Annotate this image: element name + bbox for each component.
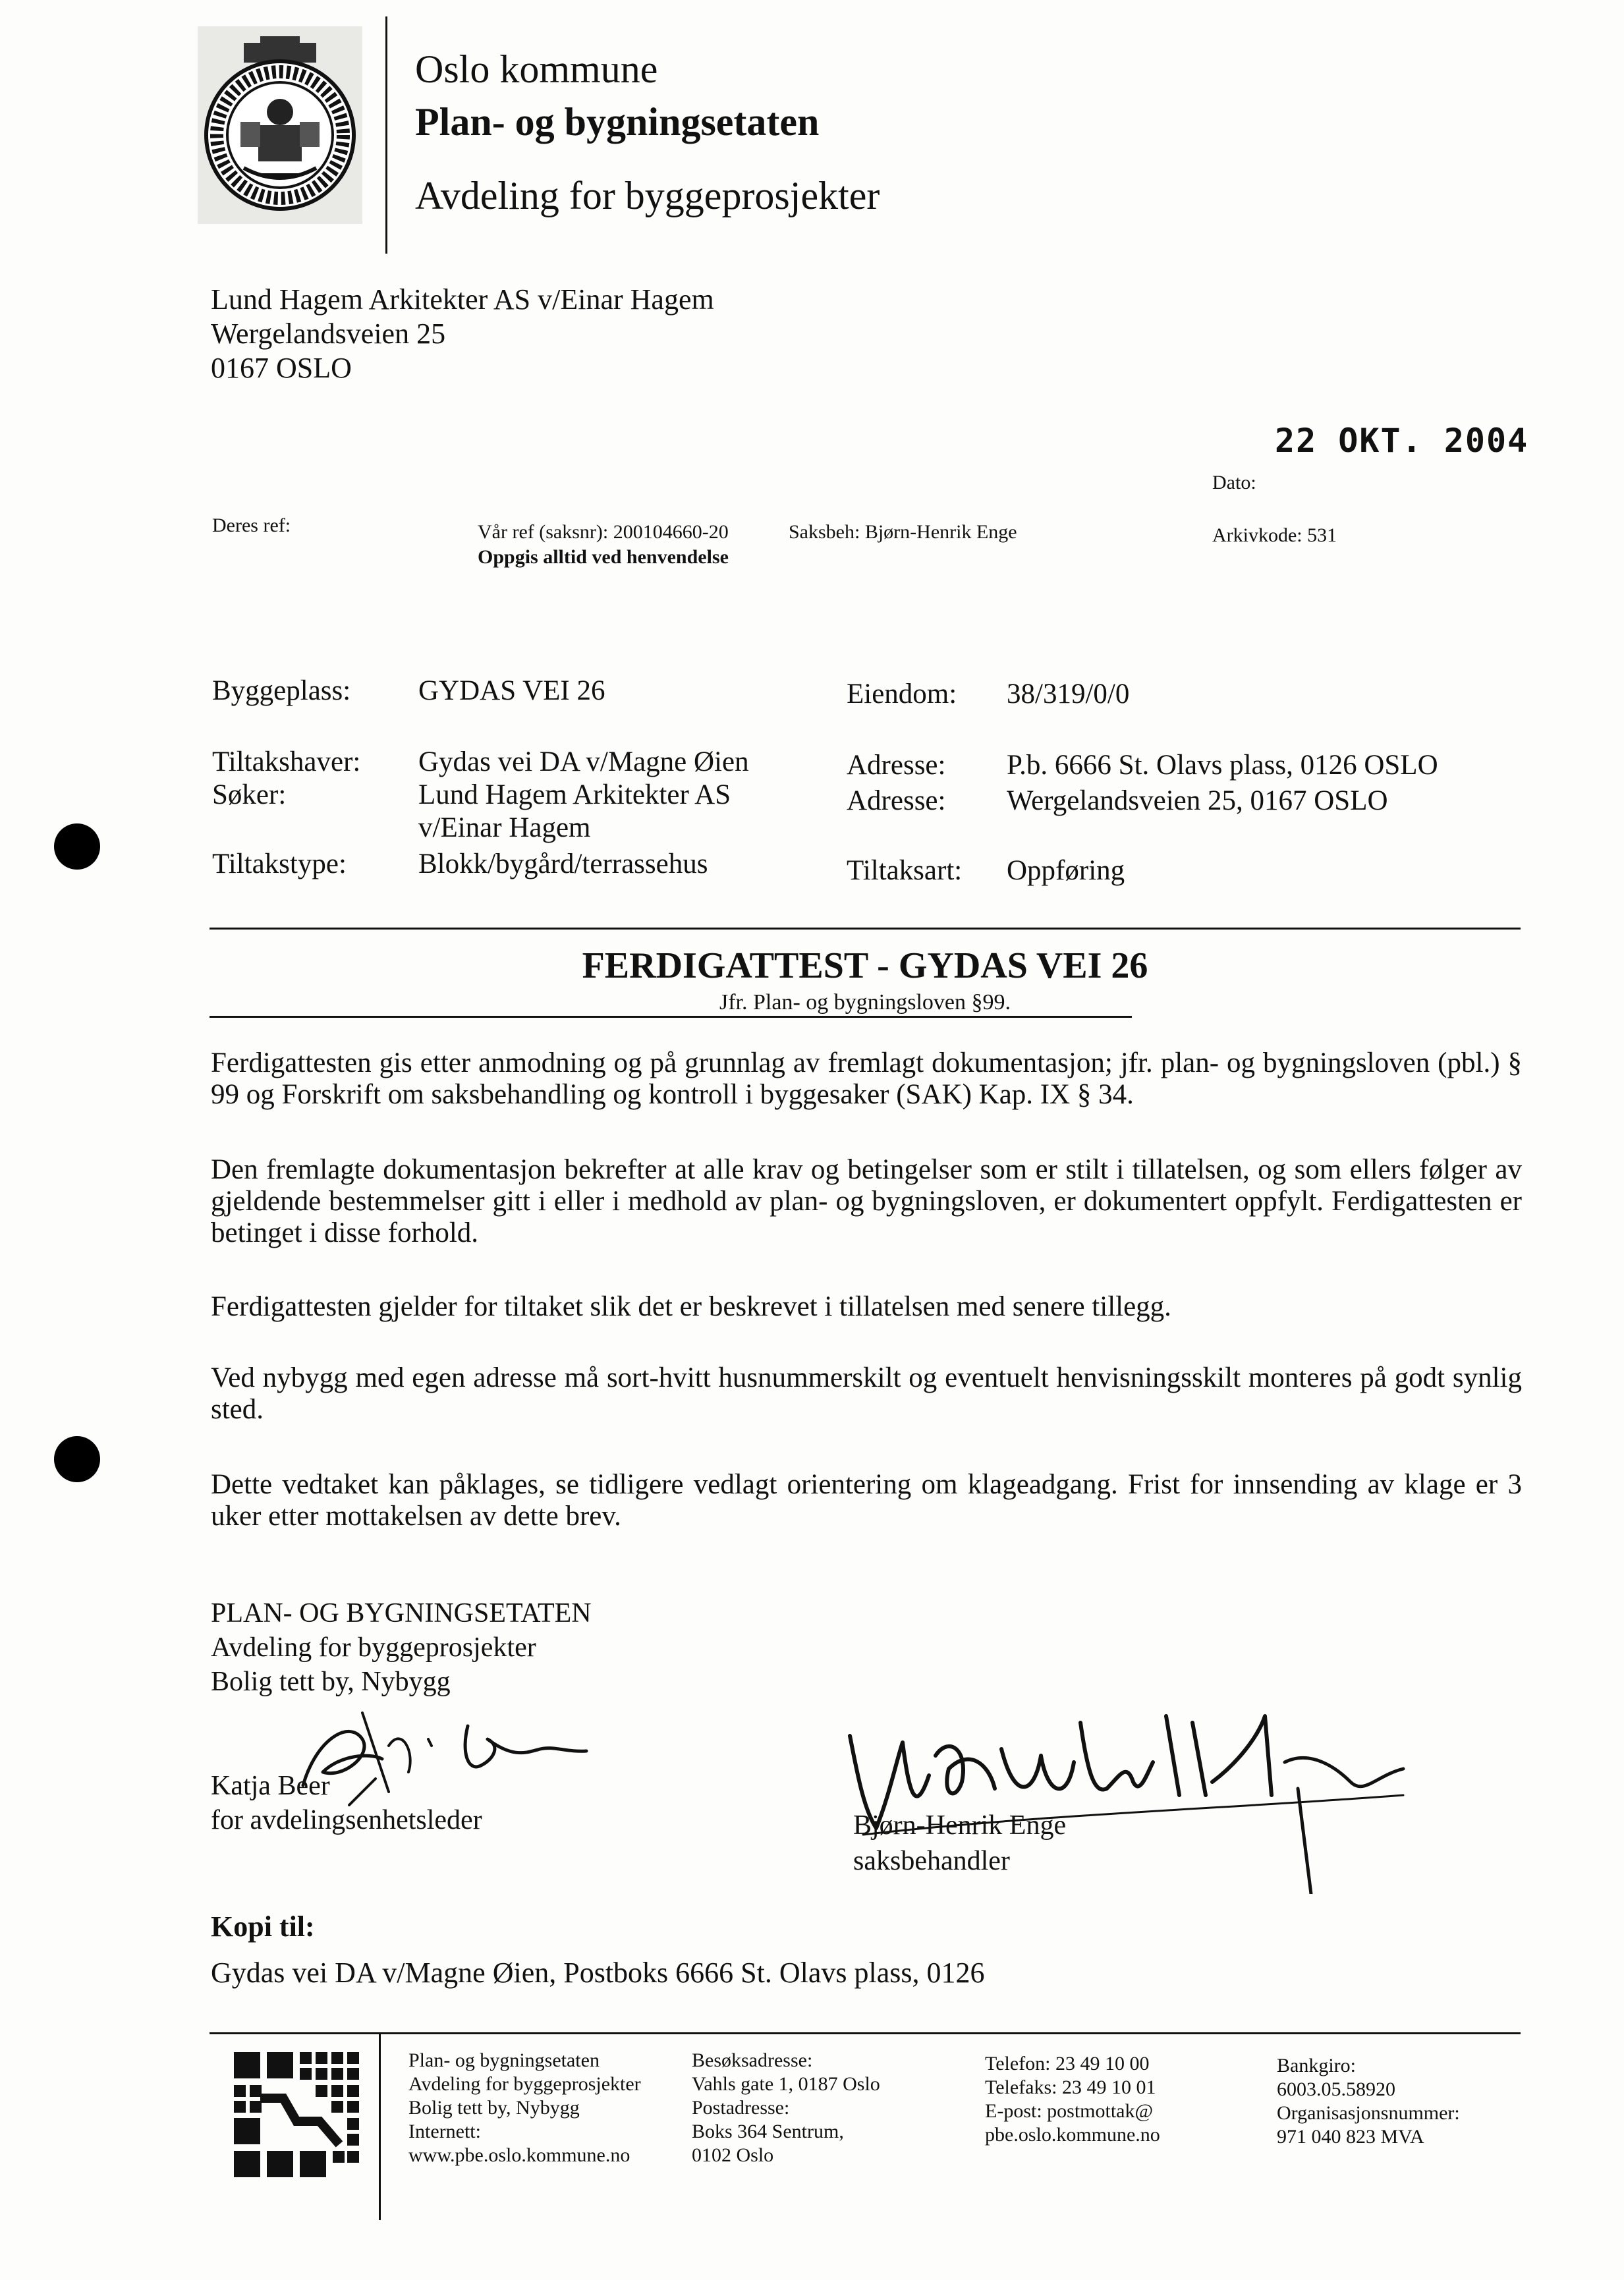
tiltakshaver-label: Tiltakshaver:: [212, 746, 361, 777]
tiltakshaver-value: Gydas vei DA v/Magne Øien: [418, 746, 749, 777]
case-handler: Saksbeh: Bjørn-Henrik Enge: [789, 521, 1017, 543]
signature-org: PLAN- OG BYGNINGSETATEN: [211, 1598, 592, 1628]
org-name: Oslo kommune: [415, 47, 658, 91]
paragraph-3: Ferdigattesten gjelder for tiltaket slik det er beskrevet i tillatelsen med senere tillegg.: [211, 1291, 1171, 1322]
recipient-city: 0167 OSLO: [211, 352, 352, 384]
title-rule-top: [210, 928, 1521, 930]
footer-email-link[interactable]: E-post: postmottak@: [985, 2100, 1154, 2122]
byggeplass-label: Byggeplass:: [212, 675, 351, 706]
footer-address-line: 0102 Oslo: [692, 2144, 774, 2166]
archive-code: Arkivkode: 531: [1212, 524, 1337, 546]
footer-divider: [379, 2032, 381, 2220]
tiltaksart-value: Oppføring: [1007, 855, 1125, 886]
recipient-name: Lund Hagem Arkitekter AS v/Einar Hagem: [211, 283, 714, 316]
copy-to-label: Kopi til:: [211, 1910, 315, 1943]
signer-right-role: saksbehandler: [853, 1846, 1010, 1876]
adresse1-value: P.b. 6666 St. Olavs plass, 0126 OSLO: [1007, 750, 1438, 781]
signer-right-name: Bjørn-Henrik Enge: [853, 1810, 1067, 1841]
soker-value: Lund Hagem Arkitekter AS: [418, 779, 731, 810]
title-rule-bottom: [210, 1016, 1132, 1018]
signature-department: Avdeling for byggeprosjekter: [211, 1632, 536, 1663]
footer-fax: Telefaks: 23 49 10 01: [985, 2076, 1156, 2098]
footer-org-line: Internett:: [408, 2121, 481, 2142]
footer-col-bank: [1277, 2054, 1460, 2149]
footer-orgnr: 971 040 823 MVA: [1277, 2126, 1424, 2148]
footer-address-line: Vahls gate 1, 0187 Oslo: [692, 2073, 880, 2095]
punch-hole-upper: [54, 823, 100, 870]
eiendom-label: Eiendom:: [847, 679, 957, 709]
adresse2-value: Wergelandsveien 25, 0167 OSLO: [1007, 785, 1388, 816]
footer-email-domain[interactable]: pbe.oslo.kommune.no: [985, 2124, 1160, 2146]
section-name: Avdeling for byggeprosjekter: [415, 174, 880, 217]
footer-org-line: Bolig tett by, Nybygg: [408, 2097, 580, 2119]
city-seal: [198, 26, 362, 224]
signature-katja-beer: [277, 1700, 646, 1812]
date-stamp: 22 OKT. 2004: [1275, 422, 1529, 460]
footer-website-link[interactable]: www.pbe.oslo.kommune.no: [408, 2144, 630, 2166]
eiendom-value: 38/319/0/0: [1007, 679, 1130, 709]
date-label: Dato:: [1212, 472, 1256, 493]
footer-logo: [234, 2052, 359, 2181]
document-subtitle: Jfr. Plan- og bygningsloven §99.: [719, 990, 1011, 1015]
signer-left-role: for avdelingsenhetsleder: [211, 1805, 482, 1835]
footer-orgnr-label: Organisasjonsnummer:: [1277, 2102, 1460, 2124]
department-name: Plan- og bygningsetaten: [415, 100, 820, 144]
punch-hole-lower: [54, 1436, 100, 1482]
our-reference: Vår ref (saksnr): 200104660-20: [478, 521, 729, 543]
footer-phone: Telefon: 23 49 10 00: [985, 2053, 1150, 2074]
footer-org-line: Avdeling for byggeprosjekter: [408, 2073, 641, 2095]
tiltakstype-value: Blokk/bygård/terrassehus: [418, 848, 708, 879]
document-title: FERDIGATTEST - GYDAS VEI 26: [582, 945, 1148, 986]
footer-address-line: Postadresse:: [692, 2097, 790, 2119]
footer-bank-label: Bankgiro:: [1277, 2055, 1356, 2076]
adresse1-label: Adresse:: [847, 750, 946, 781]
footer-rule: [210, 2032, 1521, 2034]
footer-col-address: [692, 2049, 880, 2167]
recipient-street: Wergelandsveien 25: [211, 318, 446, 350]
footer-address-line: Besøksadresse:: [692, 2049, 813, 2071]
header-divider: [385, 16, 387, 254]
footer-col-contact: [985, 2052, 1160, 2147]
paragraph-5: Dette vedtaket kan påklages, se tidligere vedlagt orientering om klageadgang. Frist for innsending av klage er 3 uker etter mottakelsen av dette brev.: [211, 1469, 1522, 1532]
copy-to-recipient: Gydas vei DA v/Magne Øien, Postboks 6666 St. Olavs plass, 0126: [211, 1957, 985, 1989]
footer-col-org: [408, 2049, 641, 2167]
footer-address-line: Boks 364 Sentrum,: [692, 2121, 844, 2142]
soker-value-line2: v/Einar Hagem: [418, 812, 591, 843]
footer-bank-account: 6003.05.58920: [1277, 2078, 1395, 2100]
paragraph-4: Ved nybygg med egen adresse må sort-hvitt husnummerskilt og eventuelt henvisningsskilt monteres på godt synlig sted.: [211, 1362, 1522, 1425]
tiltakstype-label: Tiltakstype:: [212, 848, 347, 879]
adresse2-label: Adresse:: [847, 785, 946, 816]
byggeplass-value: GYDAS VEI 26: [418, 675, 605, 706]
paragraph-2: Den fremlagte dokumentasjon bekrefter at alle krav og betingelser som er stilt i tillatelsen, og som ellers følger av gjeldende bestemmelser gitt i eller i medhold av plan- og bygningsloven, er dokumentert oppfylt. Ferdigattesten er betinget i disse forhold.: [211, 1154, 1522, 1248]
footer-org-line: Plan- og bygningsetaten: [408, 2049, 600, 2071]
our-reference-note: Oppgis alltid ved henvendelse: [478, 546, 729, 568]
soker-label: Søker:: [212, 779, 287, 810]
paragraph-1: Ferdigattesten gis etter anmodning og på grunnlag av fremlagt dokumentasjon; jfr. plan- og bygningsloven (pbl.) § 99 og Forskrift om saksbehandling og kontroll i byggesaker (SAK) Kap. IX § 34.: [211, 1047, 1522, 1110]
tiltaksart-label: Tiltaksart:: [847, 855, 963, 886]
signer-left-name: Katja Beer: [211, 1771, 330, 1801]
their-reference-label: Deres ref:: [212, 514, 291, 536]
signature-unit: Bolig tett by, Nybygg: [211, 1667, 451, 1697]
